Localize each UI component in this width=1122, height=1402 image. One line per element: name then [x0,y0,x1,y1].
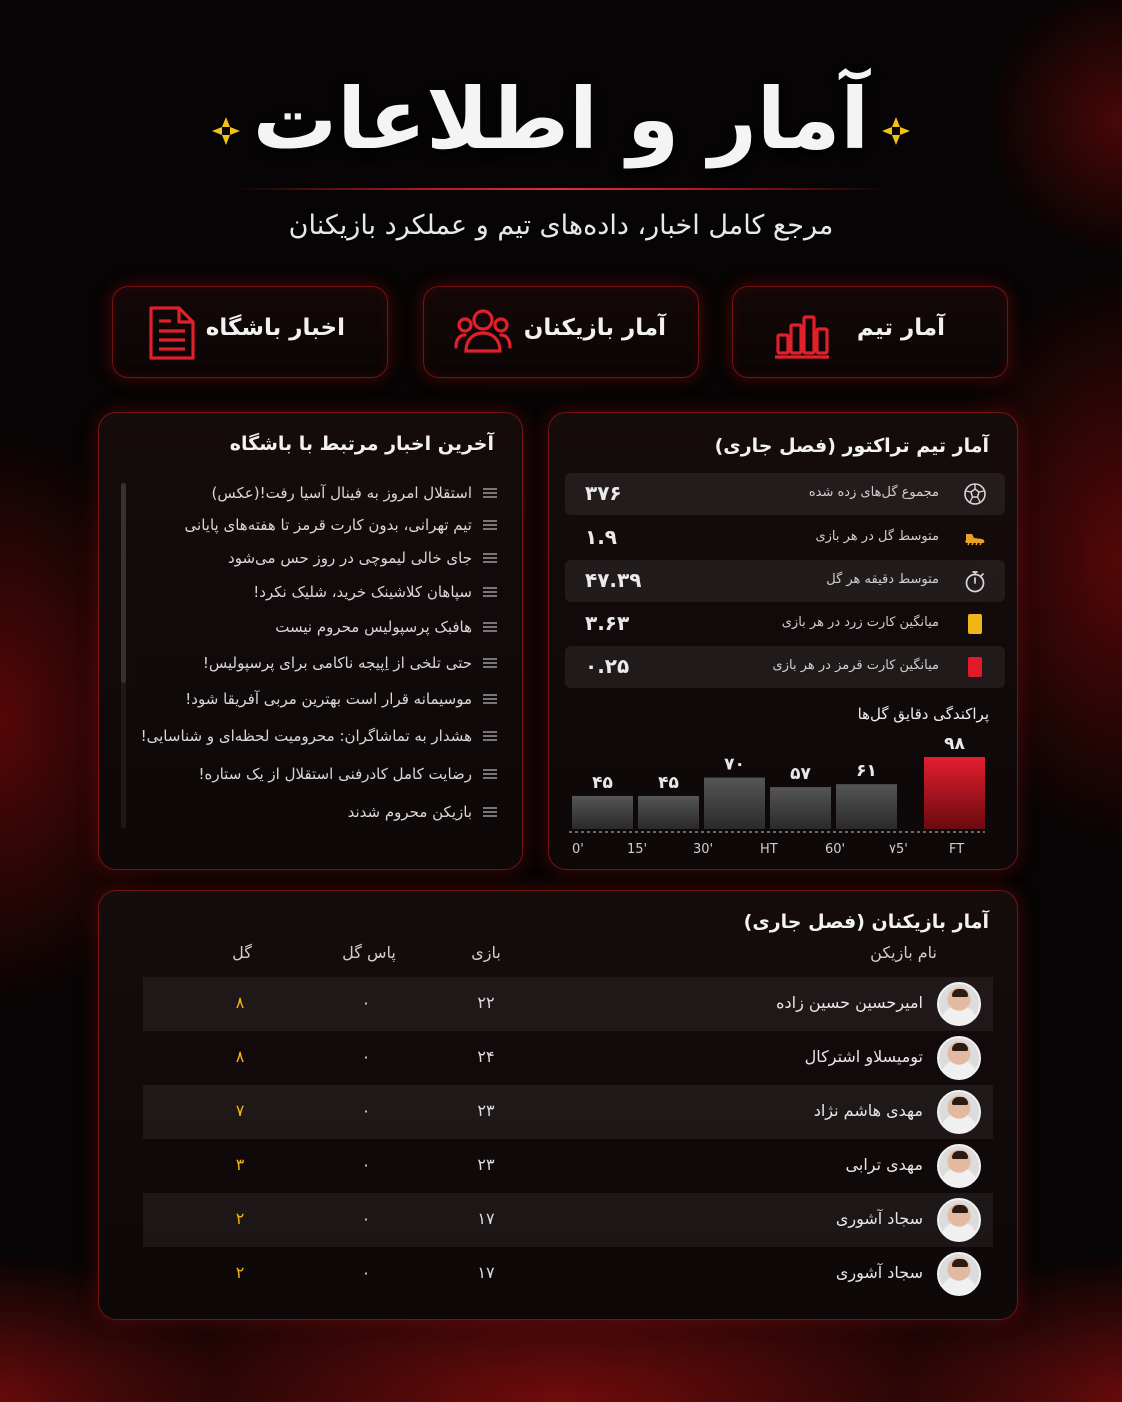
tab-player-stats[interactable] [423,286,699,378]
avatar [937,1036,981,1080]
news-item-text: حتی تلخی از اِپیجه ناکامی برای پرسپولیس! [202,654,472,672]
player-assists: ۰ [361,1263,371,1282]
player-assists: ۰ [361,1047,371,1066]
player-games: ۲۳ [477,1155,495,1174]
tab-label: آمار بازیکنان [523,315,666,341]
list-lines-icon [482,487,498,499]
player-name: مهدی ترابی [845,1155,923,1174]
news-item-text: استقلال امروز به فینال آسیا رفت!(عکس) [211,484,472,502]
chart-value-label: ۴۵ [658,772,679,793]
column-header-goals: گل [232,943,252,962]
list-lines-icon [482,730,498,742]
page-subtitle: مرجع کامل اخبار، داده‌های تیم و عملکرد بازیکنان [288,210,834,241]
stat-row-red-cards [565,646,1005,688]
scrollbar-thumb[interactable] [121,483,126,683]
news-item[interactable] [138,651,498,675]
soccer-boot-icon [963,526,987,550]
chart-tick-label: 60' [825,842,846,857]
chart-title: پراکندگی دقایق گل‌ها [857,705,989,723]
tab-club-news[interactable] [112,286,388,378]
player-assists: ۰ [361,1155,371,1174]
chart-value-label: ۶۱ [856,761,877,782]
chart-tick-label: 15' [627,842,648,857]
news-scrollbar[interactable] [121,483,126,829]
chart-tick-label: 30' [693,842,714,857]
list-lines-icon [482,621,498,633]
chart-value-label: ۹۸ [944,735,965,754]
avatar-hair [952,1205,968,1213]
tab-label: آمار تیم [856,315,945,341]
list-lines-icon [482,586,498,598]
page-title: آمار و اطلاعات [252,70,870,168]
team-stats-title: آمار تیم تراکتور (فصل جاری) [714,435,989,457]
list-lines-icon [482,693,498,705]
news-item[interactable] [138,546,498,570]
users-icon [454,305,512,361]
player-games: ۲۴ [477,1047,495,1066]
player-goals: ۲ [235,1263,245,1282]
sparkle-icon [210,115,242,147]
stopwatch-icon [963,569,987,593]
avatar [937,1252,981,1296]
team-stats-panel [548,412,1018,870]
stat-value: ۱.۹ [585,525,618,549]
player-goals: ۷ [235,1101,245,1120]
player-goals: ۸ [235,993,245,1012]
chart-tick-label: 0' [572,842,584,857]
avatar [937,982,981,1026]
player-assists: ۰ [361,1209,371,1228]
avatar [937,1090,981,1134]
yellow-card-icon [963,612,987,636]
stat-value: ۴۷.۳۹ [585,568,642,592]
list-lines-icon [482,806,498,818]
avatar-hair [952,1097,968,1105]
player-name: مهدی هاشم نژاد [813,1101,923,1120]
avatar [937,1198,981,1242]
document-icon [143,305,201,361]
news-item-text: موسیمانه قرار است بهترین مربی آفریقا شود! [185,690,472,708]
player-goals: ۸ [235,1047,245,1066]
avatar-hair [952,1151,968,1159]
stat-label: متوسط گل در هر بازی [815,529,939,544]
news-item-text: رضایت کامل کادرفنی استقلال از یک ستاره! [198,765,472,783]
players-panel [98,890,1018,1320]
stat-value: ۰.۲۵ [585,654,630,678]
column-header-name: نام بازیکن [870,943,937,962]
player-goals: ۲ [235,1209,245,1228]
goal-minutes-chart [567,735,997,865]
stat-row-minutes-per-goal [565,560,1005,602]
news-item[interactable] [138,580,498,604]
news-panel [98,412,523,870]
news-item-text: هشدار به تماشاگران: محرومیت لحظه‌ای و شناسایی! [140,727,472,745]
list-lines-icon [482,657,498,669]
table-row[interactable] [143,1085,993,1139]
list-lines-icon [482,768,498,780]
chart-value-label: ۴۵ [592,772,613,793]
chart-tick-label: ۷5' [889,842,908,857]
tab-label: اخبار باشگاه [205,315,345,341]
player-name: سجاد آشوری [835,1263,923,1282]
player-games: ۱۷ [477,1263,495,1282]
avatar-hair [952,989,968,997]
player-games: ۲۳ [477,1101,495,1120]
news-item[interactable] [138,724,498,748]
news-panel-title: آخرین اخبار مرتبط با باشگاه [229,433,494,455]
stat-label: مجموع گل‌های زده شده [808,485,939,500]
bar-chart-icon [773,305,831,361]
stat-value: ۳.۶۳ [585,611,630,635]
player-name: سجاد آشوری [835,1209,923,1228]
chart-tick-label: FT [949,842,965,857]
title-divider [230,188,892,190]
avatar-hair [952,1259,968,1267]
stat-label: میانگین کارت قرمز در هر بازی [772,658,939,673]
tab-team-stats[interactable] [732,286,1008,378]
stat-label: میانگین کارت زرد در هر بازی [781,615,939,630]
soccer-ball-icon [963,482,987,506]
table-row[interactable] [143,1193,993,1247]
news-item-text: هافبک پرسپولیس محروم نیست [275,618,472,636]
table-row[interactable] [143,1247,993,1301]
table-row[interactable] [143,1031,993,1085]
player-assists: ۰ [361,993,371,1012]
player-games: ۲۲ [477,993,495,1012]
player-goals: ۳ [235,1155,245,1174]
chart-bar [704,778,765,829]
news-item[interactable] [138,481,498,505]
news-item-text: سپاهان کلاشینک خرید، شلیک نکرد! [253,583,472,601]
news-item[interactable] [138,762,498,786]
chart-bar [572,796,633,829]
list-lines-icon [482,519,498,531]
news-item-text: بازیکن محروم شدند [347,803,472,821]
stat-label: متوسط دقیقه هر گل [826,572,939,587]
table-row[interactable] [143,977,993,1031]
sparkle-icon [880,115,912,147]
red-card-icon [963,655,987,679]
news-item[interactable] [138,800,498,824]
player-name: تومیسلاو اشترکال [804,1047,923,1066]
chart-bar [770,787,831,829]
chart-bar [638,796,699,829]
column-header-assists: پاس گل [342,943,396,962]
stat-value: ۳۷۶ [585,481,622,505]
column-header-games: بازی [471,943,501,962]
chart-bar-highlight [924,757,985,829]
news-item-text: جای خالی لیموچی در روز حس می‌شود [228,549,472,567]
news-item[interactable] [138,687,498,711]
avatar-hair [952,1043,968,1051]
players-panel-title: آمار بازیکنان (فصل جاری) [743,911,989,933]
stat-row-goals-per-game [565,517,1005,559]
stat-row-yellow-cards [565,603,1005,645]
chart-bar [836,784,897,829]
table-row[interactable] [143,1139,993,1193]
player-name: امیرحسین حسین زاده [776,993,923,1012]
stat-row-total-goals [565,473,1005,515]
news-item[interactable] [138,615,498,639]
chart-tick-label: HT [760,842,778,857]
chart-value-label: ۷۰ [724,754,745,775]
news-item[interactable] [138,513,498,537]
list-lines-icon [482,552,498,564]
avatar [937,1144,981,1188]
chart-value-label: ۵۷ [790,764,811,785]
news-item-text: تیم تهرانی، بدون کارت قرمز تا هفته‌های پایانی [184,516,472,534]
player-games: ۱۷ [477,1209,495,1228]
player-assists: ۰ [361,1101,371,1120]
